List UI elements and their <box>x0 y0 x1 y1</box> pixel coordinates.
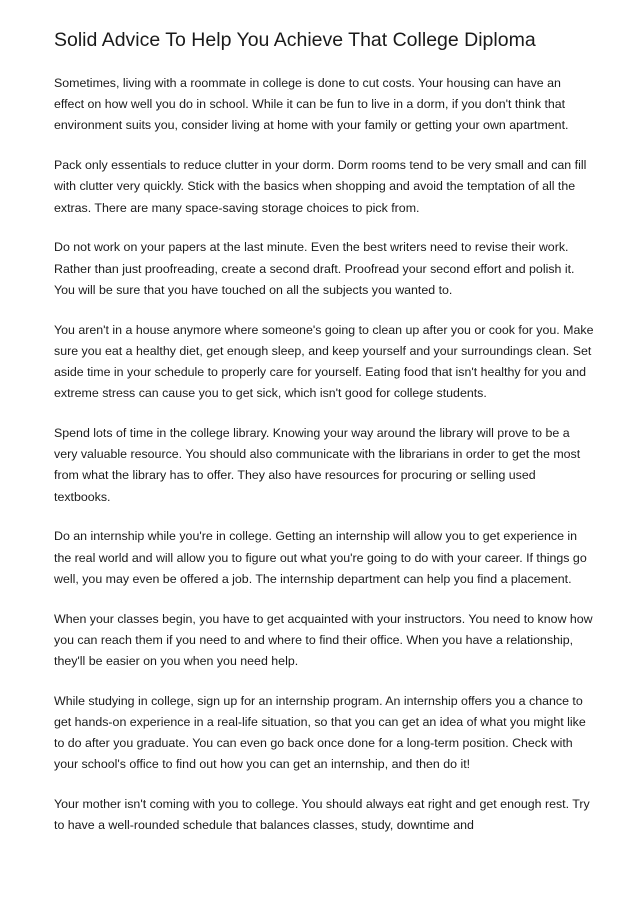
document-page <box>54 26 594 855</box>
paragraph-self-care: You aren't in a house anymore where someone's going to clean up after you or cook for you. Make sure you eat a healthy diet, get enough sleep, and keep yourself and your surroundings clean. Set aside time in your schedule to properly care for yourself. Eating food that isn't healthy for you and extreme stress can cause you to get sick, which isn't good for college students. <box>54 322 594 401</box>
paragraph-instructors: When your classes begin, you have to get acquainted with your instructors. You need to know how you can reach them if you need to and where to find their office. When you have a relationship, they'll be easier on you when you need help. <box>54 611 593 669</box>
paragraph-essentials: Pack only essentials to reduce clutter in your dorm. Dorm rooms tend to be very small and can fill with clutter very quickly. Stick with the basics when shopping and avoid the temptation of all the extras. There are many space-saving storage choices to pick from. <box>54 158 587 215</box>
document-title: Solid Advice To Help You Achieve That College Diploma <box>54 29 536 51</box>
paragraph-library: Spend lots of time in the college library. Knowing your way around the library will prove to be a very valuable resource. You should also communicate with the librarians in order to get the most from what the library has to offer. They also have resources for procuring or selling used textbooks. <box>54 426 581 504</box>
paragraph-papers: Do not work on your papers at the last minute. Even the best writers need to revise their work. Rather than just proofreading, create a second draft. Proofread your second effort and polish it. You will be sure that you have touched on all the subjects you wanted to. <box>54 240 575 297</box>
paragraph-internship: Do an internship while you're in college. Getting an internship will allow you to get experience in the real world and will allow you to figure out what you're going to do with your career. If things go well, you may even be offered a job. The internship department can help you find a placement. <box>54 529 587 586</box>
paragraph-internship-program: While studying in college, sign up for an internship program. An internship offers you a chance to get hands-on experience in a real-life situation, so that you can get an idea of what you might like to do after you graduate. You can even go back once done for a long-term position. Check with your school's office to find out how you can get an internship, and then do it! <box>54 693 586 772</box>
paragraph-mother: Your mother isn't coming with you to college. You should always eat right and get enough rest. Try to have a well-rounded schedule that balances classes, study, downtime and <box>54 797 590 833</box>
paragraph-roommate: Sometimes, living with a roommate in college is done to cut costs. Your housing can have an effect on how well you do in school. While it can be fun to live in a dorm, if you don't think that environment suits you, consider living at home with your family or getting your own apartment. <box>54 76 569 133</box>
